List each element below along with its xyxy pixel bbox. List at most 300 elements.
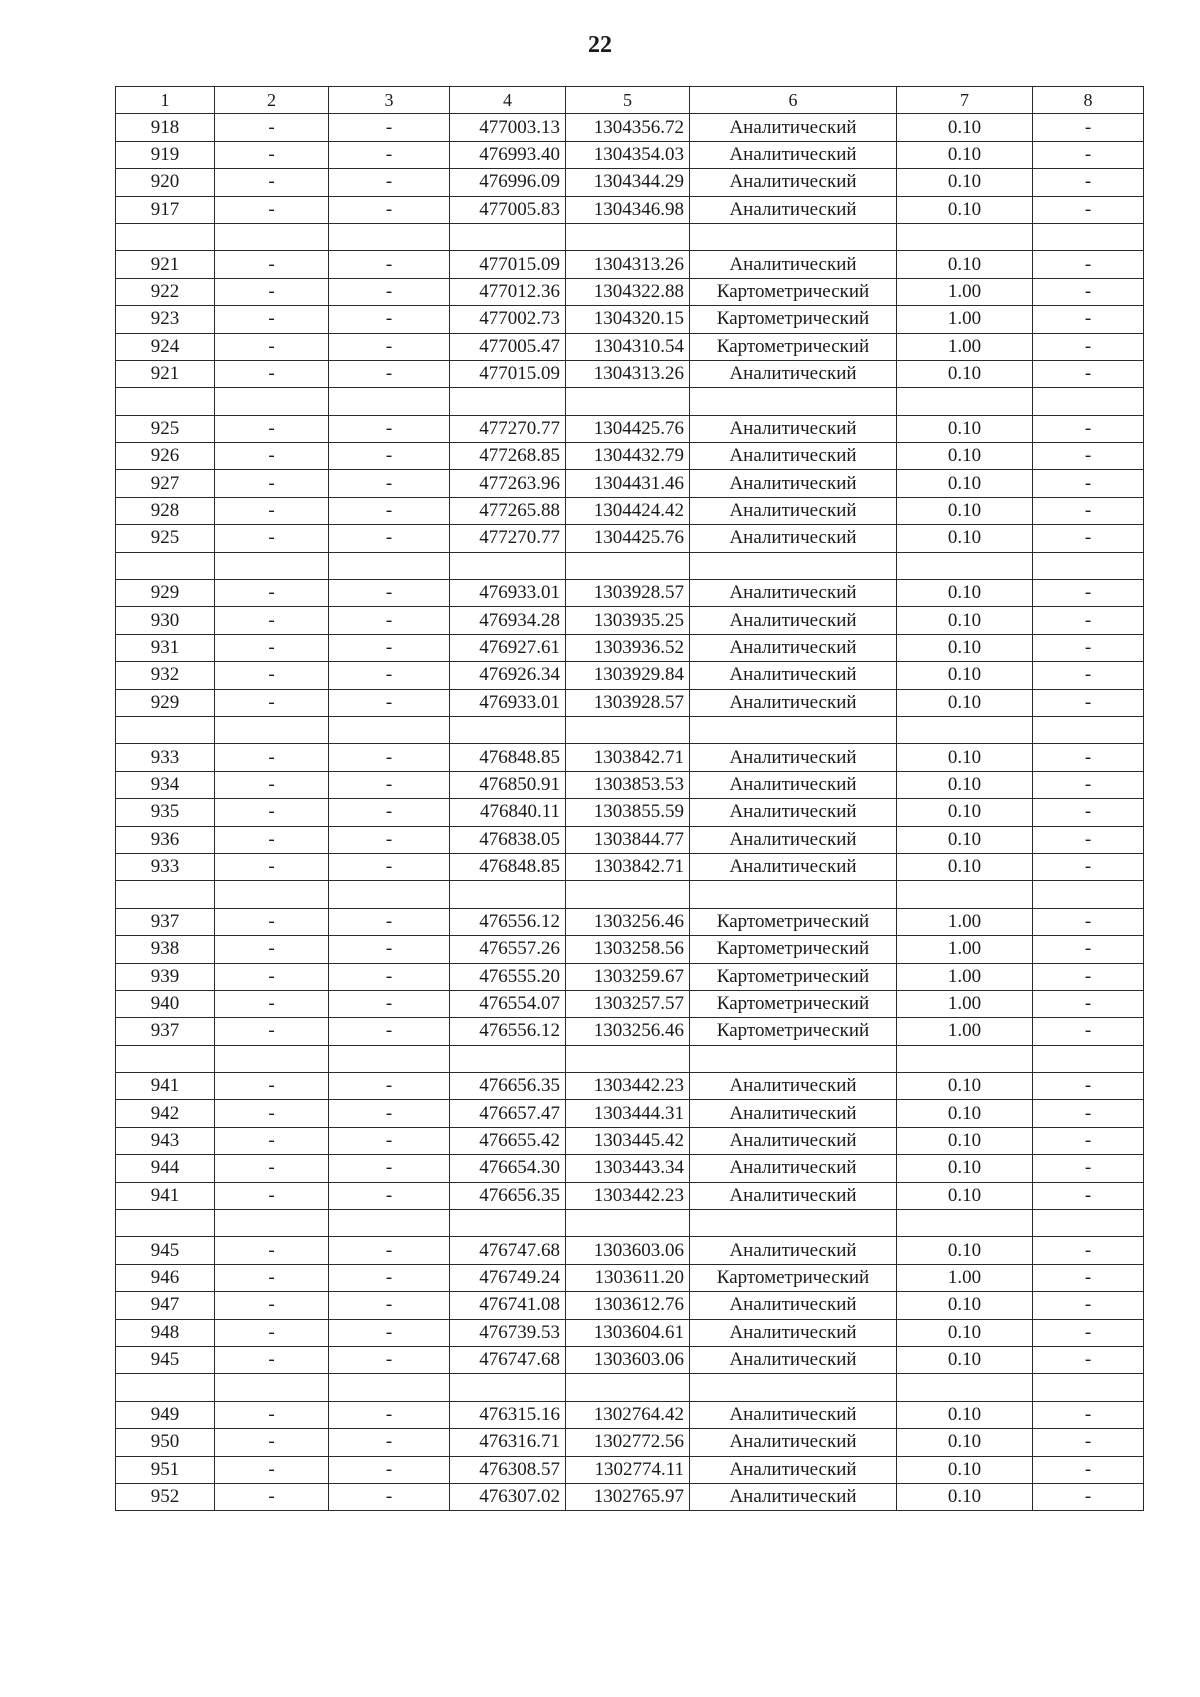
x-coordinate-cell: 476840.11: [450, 799, 566, 826]
x-coordinate-cell: [450, 881, 566, 908]
x-coordinate-cell: 477005.83: [450, 196, 566, 223]
col3-cell: -: [329, 196, 450, 223]
col3-cell: -: [329, 1429, 450, 1456]
col3-cell: -: [329, 114, 450, 141]
table-row: [116, 1292, 1144, 1319]
col3-cell: -: [329, 333, 450, 360]
point-number-cell: 937: [116, 1018, 215, 1045]
x-coordinate-cell: 476934.28: [450, 607, 566, 634]
point-number-cell: 933: [116, 744, 215, 771]
col2-cell: -: [215, 360, 329, 387]
table-row: [116, 1237, 1144, 1264]
col2-cell: -: [215, 415, 329, 442]
point-number-cell: 917: [116, 196, 215, 223]
col8-cell: -: [1033, 443, 1144, 470]
point-number-cell: 935: [116, 799, 215, 826]
column-header: 8: [1033, 87, 1144, 114]
col3-cell: -: [329, 1346, 450, 1373]
y-coordinate-cell: [566, 388, 690, 415]
col2-cell: -: [215, 169, 329, 196]
column-header: 4: [450, 87, 566, 114]
table-row: [116, 443, 1144, 470]
col3-cell: [329, 881, 450, 908]
method-cell: Картометрический: [690, 1018, 897, 1045]
col8-cell: [1033, 881, 1144, 908]
col8-cell: -: [1033, 196, 1144, 223]
point-number-cell: 947: [116, 1292, 215, 1319]
y-coordinate-cell: 1304425.76: [566, 525, 690, 552]
coordinates-table: [115, 86, 1144, 1511]
table-row: [116, 1045, 1144, 1072]
col8-cell: -: [1033, 1346, 1144, 1373]
accuracy-cell: [897, 1210, 1033, 1237]
col3-cell: -: [329, 908, 450, 935]
point-number-cell: 918: [116, 114, 215, 141]
col3-cell: -: [329, 1073, 450, 1100]
method-cell: Аналитический: [690, 1237, 897, 1264]
method-cell: [690, 1210, 897, 1237]
col8-cell: -: [1033, 114, 1144, 141]
y-coordinate-cell: 1303442.23: [566, 1073, 690, 1100]
table-row: [116, 1018, 1144, 1045]
col2-cell: -: [215, 853, 329, 880]
accuracy-cell: 0.10: [897, 525, 1033, 552]
table-row: [116, 196, 1144, 223]
method-cell: Аналитический: [690, 853, 897, 880]
col2-cell: -: [215, 1264, 329, 1291]
table-row: [116, 634, 1144, 661]
method-cell: [690, 388, 897, 415]
x-coordinate-cell: 476927.61: [450, 634, 566, 661]
point-number-cell: 937: [116, 908, 215, 935]
col3-cell: -: [329, 744, 450, 771]
x-coordinate-cell: [450, 1374, 566, 1401]
table-row: [116, 497, 1144, 524]
column-header: 6: [690, 87, 897, 114]
col3-cell: [329, 1045, 450, 1072]
x-coordinate-cell: 476308.57: [450, 1456, 566, 1483]
x-coordinate-cell: 477015.09: [450, 360, 566, 387]
table-row: [116, 908, 1144, 935]
table-row: [116, 607, 1144, 634]
accuracy-cell: 0.10: [897, 169, 1033, 196]
accuracy-cell: [897, 716, 1033, 743]
x-coordinate-cell: 476996.09: [450, 169, 566, 196]
point-number-cell: [116, 881, 215, 908]
col2-cell: -: [215, 1456, 329, 1483]
col2-cell: -: [215, 826, 329, 853]
table-row: [116, 716, 1144, 743]
accuracy-cell: [897, 1374, 1033, 1401]
col8-cell: -: [1033, 306, 1144, 333]
method-cell: Аналитический: [690, 1292, 897, 1319]
method-cell: Аналитический: [690, 1456, 897, 1483]
col3-cell: [329, 1210, 450, 1237]
table-row: [116, 1401, 1144, 1428]
col8-cell: -: [1033, 278, 1144, 305]
accuracy-cell: 1.00: [897, 963, 1033, 990]
x-coordinate-cell: 476926.34: [450, 662, 566, 689]
y-coordinate-cell: 1303442.23: [566, 1182, 690, 1209]
col2-cell: -: [215, 1018, 329, 1045]
col3-cell: -: [329, 607, 450, 634]
accuracy-cell: 1.00: [897, 306, 1033, 333]
x-coordinate-cell: [450, 552, 566, 579]
accuracy-cell: 0.10: [897, 141, 1033, 168]
point-number-cell: 926: [116, 443, 215, 470]
col3-cell: -: [329, 826, 450, 853]
y-coordinate-cell: 1304432.79: [566, 443, 690, 470]
y-coordinate-cell: [566, 716, 690, 743]
x-coordinate-cell: 477002.73: [450, 306, 566, 333]
y-coordinate-cell: 1302772.56: [566, 1429, 690, 1456]
y-coordinate-cell: [566, 1210, 690, 1237]
col2-cell: [215, 1045, 329, 1072]
col3-cell: -: [329, 689, 450, 716]
col8-cell: [1033, 1374, 1144, 1401]
y-coordinate-cell: 1303853.53: [566, 771, 690, 798]
col2-cell: [215, 1210, 329, 1237]
point-number-cell: 920: [116, 169, 215, 196]
x-coordinate-cell: 476655.42: [450, 1127, 566, 1154]
accuracy-cell: 0.10: [897, 853, 1033, 880]
col3-cell: -: [329, 1456, 450, 1483]
y-coordinate-cell: 1303259.67: [566, 963, 690, 990]
table-row: [116, 470, 1144, 497]
method-cell: Аналитический: [690, 1429, 897, 1456]
accuracy-cell: [897, 223, 1033, 250]
col2-cell: -: [215, 908, 329, 935]
col8-cell: -: [1033, 744, 1144, 771]
method-cell: [690, 552, 897, 579]
x-coordinate-cell: 476739.53: [450, 1319, 566, 1346]
col8-cell: -: [1033, 1018, 1144, 1045]
method-cell: [690, 1045, 897, 1072]
col3-cell: -: [329, 1127, 450, 1154]
point-number-cell: 950: [116, 1429, 215, 1456]
x-coordinate-cell: 477003.13: [450, 114, 566, 141]
y-coordinate-cell: 1303444.31: [566, 1100, 690, 1127]
col2-cell: -: [215, 1483, 329, 1510]
table-row: [116, 141, 1144, 168]
table-row: [116, 963, 1144, 990]
method-cell: Аналитический: [690, 1100, 897, 1127]
point-number-cell: 922: [116, 278, 215, 305]
x-coordinate-cell: 476848.85: [450, 744, 566, 771]
x-coordinate-cell: 477263.96: [450, 470, 566, 497]
y-coordinate-cell: 1304320.15: [566, 306, 690, 333]
accuracy-cell: 0.10: [897, 771, 1033, 798]
point-number-cell: 927: [116, 470, 215, 497]
col2-cell: -: [215, 1401, 329, 1428]
accuracy-cell: 0.10: [897, 114, 1033, 141]
accuracy-cell: 1.00: [897, 936, 1033, 963]
method-cell: Аналитический: [690, 826, 897, 853]
accuracy-cell: [897, 552, 1033, 579]
y-coordinate-cell: 1303603.06: [566, 1346, 690, 1373]
method-cell: Аналитический: [690, 196, 897, 223]
table-row: [116, 936, 1144, 963]
method-cell: Аналитический: [690, 1182, 897, 1209]
point-number-cell: 925: [116, 415, 215, 442]
col2-cell: [215, 716, 329, 743]
col2-cell: -: [215, 333, 329, 360]
table-row: [116, 881, 1144, 908]
col2-cell: -: [215, 251, 329, 278]
x-coordinate-cell: 477005.47: [450, 333, 566, 360]
method-cell: Аналитический: [690, 1346, 897, 1373]
x-coordinate-cell: 476993.40: [450, 141, 566, 168]
col2-cell: -: [215, 278, 329, 305]
y-coordinate-cell: 1304425.76: [566, 415, 690, 442]
table-row: [116, 1429, 1144, 1456]
accuracy-cell: 1.00: [897, 333, 1033, 360]
table-row: [116, 1127, 1144, 1154]
table-row: [116, 415, 1144, 442]
y-coordinate-cell: 1303928.57: [566, 689, 690, 716]
col8-cell: -: [1033, 799, 1144, 826]
point-number-cell: [116, 716, 215, 743]
method-cell: Картометрический: [690, 990, 897, 1017]
x-coordinate-cell: 476838.05: [450, 826, 566, 853]
col3-cell: [329, 1374, 450, 1401]
col2-cell: -: [215, 607, 329, 634]
col2-cell: -: [215, 497, 329, 524]
col2-cell: -: [215, 114, 329, 141]
col3-cell: -: [329, 1292, 450, 1319]
method-cell: Аналитический: [690, 525, 897, 552]
col8-cell: [1033, 223, 1144, 250]
method-cell: Аналитический: [690, 114, 897, 141]
method-cell: Аналитический: [690, 415, 897, 442]
y-coordinate-cell: 1303443.34: [566, 1155, 690, 1182]
point-number-cell: 928: [116, 497, 215, 524]
point-number-cell: 921: [116, 360, 215, 387]
method-cell: Аналитический: [690, 497, 897, 524]
table-row: [116, 388, 1144, 415]
col2-cell: -: [215, 1100, 329, 1127]
table-row: [116, 1456, 1144, 1483]
x-coordinate-cell: 476747.68: [450, 1237, 566, 1264]
col3-cell: -: [329, 1018, 450, 1045]
y-coordinate-cell: [566, 552, 690, 579]
col8-cell: -: [1033, 497, 1144, 524]
y-coordinate-cell: 1304354.03: [566, 141, 690, 168]
table-body: [116, 87, 1144, 1511]
table-row: [116, 990, 1144, 1017]
col3-cell: -: [329, 1483, 450, 1510]
y-coordinate-cell: 1303936.52: [566, 634, 690, 661]
y-coordinate-cell: 1303258.56: [566, 936, 690, 963]
point-number-cell: 939: [116, 963, 215, 990]
col2-cell: -: [215, 1073, 329, 1100]
y-coordinate-cell: 1303842.71: [566, 853, 690, 880]
x-coordinate-cell: 477270.77: [450, 415, 566, 442]
col2-cell: [215, 1374, 329, 1401]
y-coordinate-cell: 1303612.76: [566, 1292, 690, 1319]
point-number-cell: 919: [116, 141, 215, 168]
col2-cell: -: [215, 196, 329, 223]
method-cell: [690, 223, 897, 250]
col3-cell: -: [329, 662, 450, 689]
col8-cell: -: [1033, 1100, 1144, 1127]
col3-cell: -: [329, 1319, 450, 1346]
col8-cell: [1033, 388, 1144, 415]
col8-cell: -: [1033, 1127, 1144, 1154]
point-number-cell: 938: [116, 936, 215, 963]
col3-cell: -: [329, 360, 450, 387]
accuracy-cell: [897, 388, 1033, 415]
point-number-cell: 949: [116, 1401, 215, 1428]
column-header: 7: [897, 87, 1033, 114]
method-cell: Аналитический: [690, 141, 897, 168]
x-coordinate-cell: 476316.71: [450, 1429, 566, 1456]
accuracy-cell: 1.00: [897, 1264, 1033, 1291]
point-number-cell: [116, 552, 215, 579]
accuracy-cell: 0.10: [897, 1456, 1033, 1483]
accuracy-cell: 0.10: [897, 826, 1033, 853]
y-coordinate-cell: 1302764.42: [566, 1401, 690, 1428]
method-cell: Картометрический: [690, 278, 897, 305]
accuracy-cell: 1.00: [897, 908, 1033, 935]
col3-cell: -: [329, 799, 450, 826]
col2-cell: -: [215, 1182, 329, 1209]
accuracy-cell: 0.10: [897, 251, 1033, 278]
accuracy-cell: 0.10: [897, 1346, 1033, 1373]
table-row: [116, 1374, 1144, 1401]
col2-cell: [215, 881, 329, 908]
method-cell: Аналитический: [690, 1319, 897, 1346]
table-row: [116, 114, 1144, 141]
method-cell: Аналитический: [690, 470, 897, 497]
col3-cell: -: [329, 963, 450, 990]
table-row: [116, 223, 1144, 250]
table-row: [116, 1155, 1144, 1182]
y-coordinate-cell: 1304424.42: [566, 497, 690, 524]
col3-cell: -: [329, 278, 450, 305]
x-coordinate-cell: 476749.24: [450, 1264, 566, 1291]
col8-cell: -: [1033, 689, 1144, 716]
col8-cell: -: [1033, 936, 1144, 963]
col3-cell: -: [329, 580, 450, 607]
x-coordinate-cell: [450, 388, 566, 415]
x-coordinate-cell: 477270.77: [450, 525, 566, 552]
col8-cell: -: [1033, 470, 1144, 497]
col3-cell: -: [329, 1401, 450, 1428]
col8-cell: -: [1033, 415, 1144, 442]
col3-cell: -: [329, 525, 450, 552]
col3-cell: -: [329, 443, 450, 470]
method-cell: Аналитический: [690, 1073, 897, 1100]
point-number-cell: 932: [116, 662, 215, 689]
y-coordinate-cell: 1303855.59: [566, 799, 690, 826]
col8-cell: [1033, 716, 1144, 743]
accuracy-cell: 0.10: [897, 470, 1033, 497]
col8-cell: -: [1033, 963, 1144, 990]
col8-cell: -: [1033, 771, 1144, 798]
col3-cell: -: [329, 634, 450, 661]
column-header: 2: [215, 87, 329, 114]
accuracy-cell: 0.10: [897, 1073, 1033, 1100]
method-cell: Аналитический: [690, 607, 897, 634]
point-number-cell: [116, 1045, 215, 1072]
x-coordinate-cell: 476556.12: [450, 908, 566, 935]
method-cell: [690, 716, 897, 743]
column-header: 3: [329, 87, 450, 114]
x-coordinate-cell: 477265.88: [450, 497, 566, 524]
table-row: [116, 306, 1144, 333]
method-cell: Картометрический: [690, 306, 897, 333]
col2-cell: [215, 223, 329, 250]
col8-cell: -: [1033, 662, 1144, 689]
accuracy-cell: 0.10: [897, 744, 1033, 771]
accuracy-cell: 0.10: [897, 497, 1033, 524]
point-number-cell: 925: [116, 525, 215, 552]
accuracy-cell: 0.10: [897, 1155, 1033, 1182]
table-row: [116, 826, 1144, 853]
y-coordinate-cell: 1303257.57: [566, 990, 690, 1017]
x-coordinate-cell: [450, 223, 566, 250]
point-number-cell: 944: [116, 1155, 215, 1182]
method-cell: Аналитический: [690, 634, 897, 661]
point-number-cell: [116, 223, 215, 250]
accuracy-cell: 0.10: [897, 662, 1033, 689]
table-row: [116, 1346, 1144, 1373]
y-coordinate-cell: 1303928.57: [566, 580, 690, 607]
x-coordinate-cell: 476656.35: [450, 1182, 566, 1209]
x-coordinate-cell: 476850.91: [450, 771, 566, 798]
col8-cell: -: [1033, 1073, 1144, 1100]
point-number-cell: 924: [116, 333, 215, 360]
y-coordinate-cell: 1304313.26: [566, 360, 690, 387]
method-cell: Аналитический: [690, 1127, 897, 1154]
point-number-cell: [116, 388, 215, 415]
col3-cell: -: [329, 1237, 450, 1264]
point-number-cell: 945: [116, 1237, 215, 1264]
col3-cell: [329, 552, 450, 579]
y-coordinate-cell: 1304346.98: [566, 196, 690, 223]
point-number-cell: 940: [116, 990, 215, 1017]
col8-cell: [1033, 1045, 1144, 1072]
table-header-row: [116, 87, 1144, 114]
accuracy-cell: 0.10: [897, 415, 1033, 442]
x-coordinate-cell: [450, 1210, 566, 1237]
point-number-cell: 930: [116, 607, 215, 634]
col8-cell: -: [1033, 1155, 1144, 1182]
col8-cell: -: [1033, 990, 1144, 1017]
col2-cell: -: [215, 990, 329, 1017]
col2-cell: -: [215, 306, 329, 333]
table-row: [116, 525, 1144, 552]
point-number-cell: 951: [116, 1456, 215, 1483]
method-cell: [690, 1374, 897, 1401]
x-coordinate-cell: 476556.12: [450, 1018, 566, 1045]
point-number-cell: 943: [116, 1127, 215, 1154]
col2-cell: -: [215, 662, 329, 689]
point-number-cell: [116, 1210, 215, 1237]
col2-cell: -: [215, 1237, 329, 1264]
method-cell: Аналитический: [690, 443, 897, 470]
method-cell: Аналитический: [690, 744, 897, 771]
method-cell: [690, 881, 897, 908]
col2-cell: -: [215, 689, 329, 716]
col8-cell: -: [1033, 634, 1144, 661]
accuracy-cell: 0.10: [897, 1100, 1033, 1127]
col2-cell: -: [215, 1155, 329, 1182]
method-cell: Аналитический: [690, 169, 897, 196]
method-cell: Картометрический: [690, 908, 897, 935]
col3-cell: -: [329, 1155, 450, 1182]
